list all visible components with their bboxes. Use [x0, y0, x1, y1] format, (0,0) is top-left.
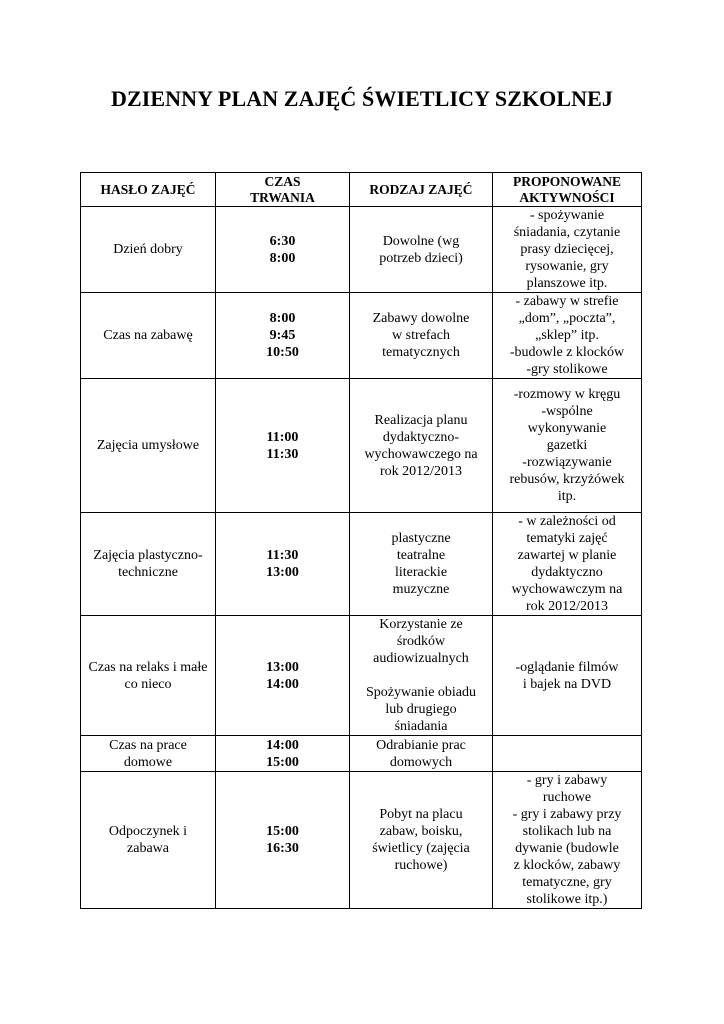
page-title: DZIENNY PLAN ZAJĘĆ ŚWIETLICY SZKOLNEJ: [110, 86, 614, 111]
table-row: [81, 513, 642, 616]
row-activities: -oglądanie filmów i bajek na DVD: [493, 616, 642, 736]
row-activities: - spożywanie śniadania, czytanie prasy dziecięcej, rysowanie, gry planszowe itp.: [493, 207, 642, 293]
table-row: [81, 379, 642, 513]
row-activities: [493, 736, 642, 772]
table-row: [81, 616, 642, 736]
row-times: [216, 736, 350, 772]
time-value: 13:00: [266, 565, 299, 580]
time-value: 11:30: [266, 548, 299, 563]
row-times: [216, 513, 350, 616]
row-activities: - w zależności od tematyki zajęć zawartej w planie dydaktyczno wychowawczym na rok 2012/2013: [493, 513, 642, 616]
row-slogan: Dzień dobry: [81, 207, 216, 293]
header-kind: RODZAJ ZAJĘĆ: [350, 173, 493, 207]
row-kind: Dowolne (wg potrzeb dzieci): [350, 207, 493, 293]
row-kind: Realizacja planu dydaktyczno- wychowawczego na rok 2012/2013: [350, 379, 493, 513]
row-times: [216, 207, 350, 293]
row-slogan: Odpoczynek i zabawa: [81, 772, 216, 909]
time-value: 16:30: [266, 841, 299, 856]
row-kind: Zabawy dowolne w strefach tematycznych: [350, 293, 493, 379]
time-value: 8:00: [269, 311, 296, 326]
time-value: 15:00: [266, 754, 299, 770]
table-row: [81, 736, 642, 772]
row-slogan: Zajęcia umysłowe: [81, 379, 216, 513]
row-times: [216, 293, 350, 379]
row-kind: Pobyt na placu zabaw, boisku, świetlicy (zajęcia ruchowe): [350, 772, 493, 909]
header-slogan: HASŁO ZAJĘĆ: [81, 173, 216, 207]
row-kind: plastyczne teatralne literackie muzyczne: [350, 513, 493, 616]
time-value: 10:50: [266, 345, 299, 360]
row-activities: - gry i zabawy ruchowe - gry i zabawy przy stolikach lub na dywanie (budowle z klocków, zabawy tematyczne, gry stolikowe itp.): [493, 772, 642, 909]
time-value: 14:00: [266, 676, 299, 692]
time-value: 11:30: [266, 446, 299, 462]
table-row: [81, 772, 642, 909]
header-duration: CZAS TRWANIA: [216, 173, 350, 207]
table-row: [81, 207, 642, 293]
table-row: [81, 293, 642, 379]
row-times: [216, 772, 350, 909]
schedule-table: [80, 172, 642, 909]
time-value: 15:00: [266, 824, 299, 839]
time-value: 8:00: [269, 250, 296, 266]
row-times: [216, 379, 350, 513]
row-kind: Odrabianie prac domowych: [350, 736, 493, 772]
header-row: [81, 173, 642, 207]
row-kind: Korzystanie ze środków audiowizualnych Spożywanie obiadu lub drugiego śniadania: [350, 616, 493, 736]
row-slogan: Czas na prace domowe: [81, 736, 216, 772]
row-slogan: Czas na zabawę: [81, 293, 216, 379]
time-value: 6:30: [269, 233, 296, 249]
row-activities: -rozmowy w kręgu -wspólne wykonywanie gazetki -rozwiązywanie rebusów, krzyżówek itp.: [493, 379, 642, 513]
time-value: 13:00: [266, 659, 299, 675]
time-value: 9:45: [269, 328, 296, 343]
row-activities: - zabawy w strefie „dom”, „poczta”, „sklep” itp. -budowle z klocków -gry stolikowe: [493, 293, 642, 379]
row-slogan: Zajęcia plastyczno- techniczne: [81, 513, 216, 616]
time-value: 11:00: [266, 429, 299, 445]
time-value: 14:00: [266, 737, 299, 753]
row-slogan: Czas na relaks i małe co nieco: [81, 616, 216, 736]
header-activities: PROPONOWANE AKTYWNOŚCI: [493, 173, 642, 207]
row-times: [216, 616, 350, 736]
